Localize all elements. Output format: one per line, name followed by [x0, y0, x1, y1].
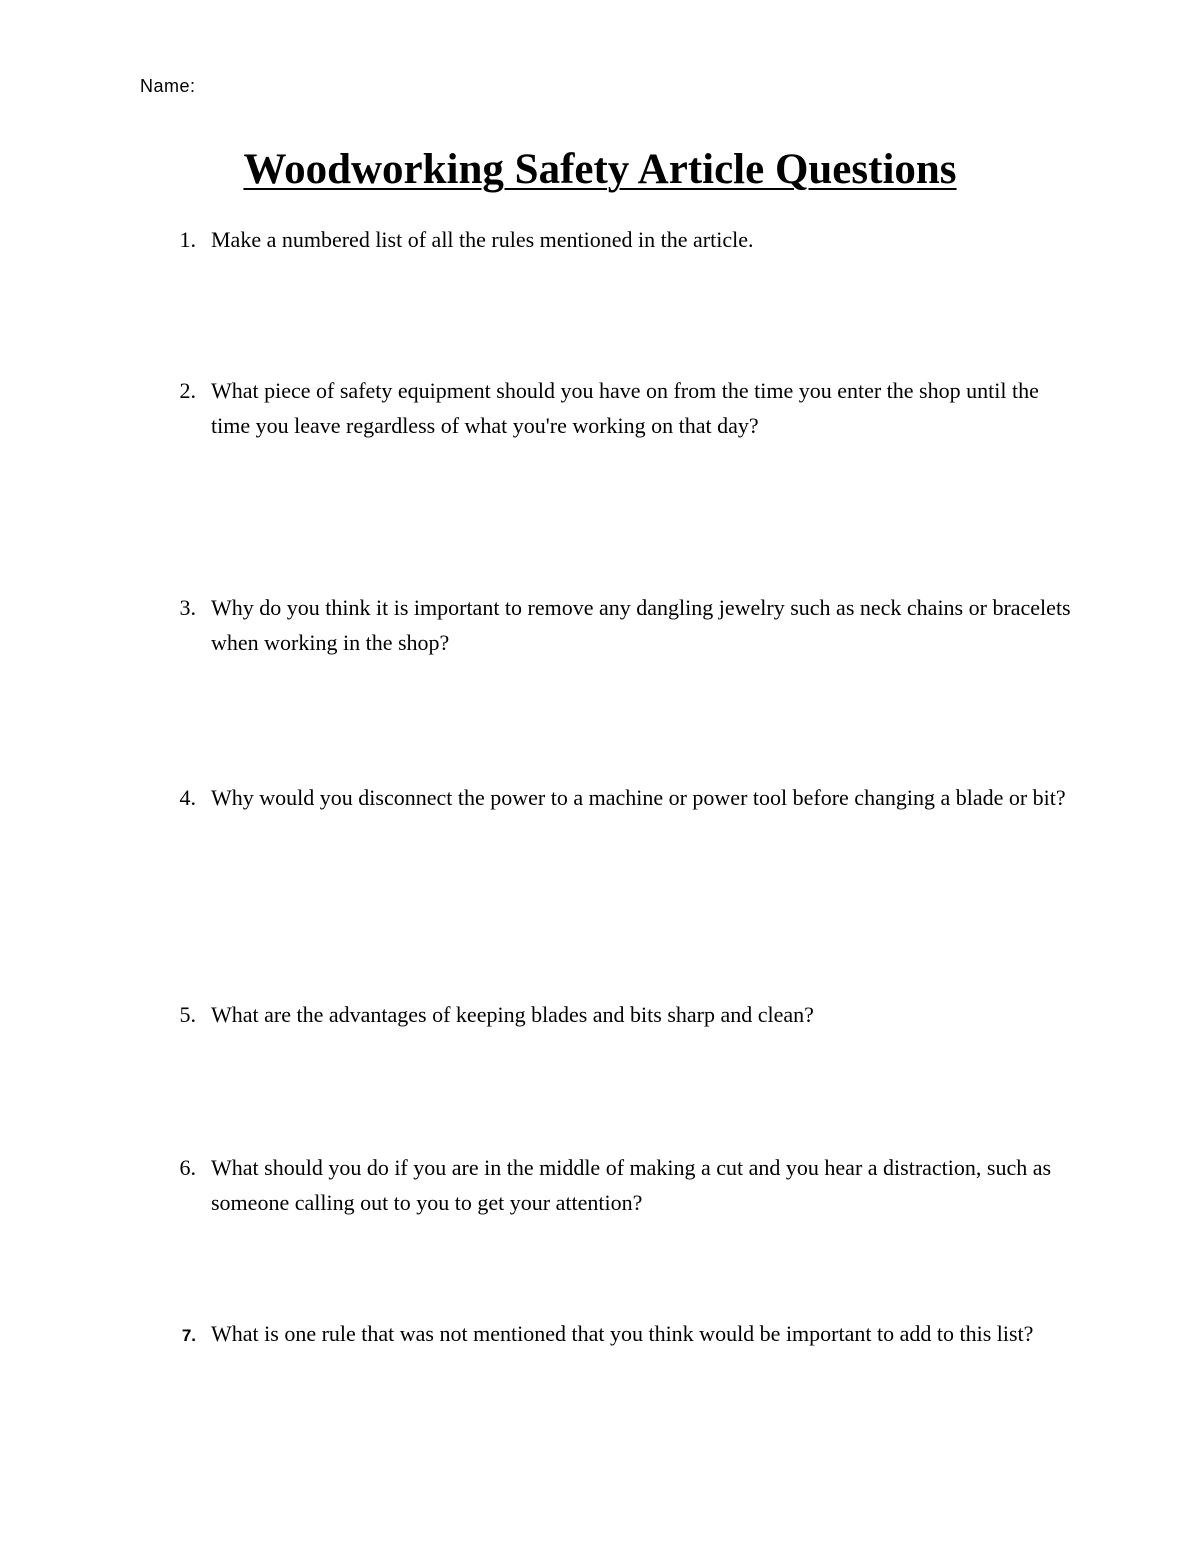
- question-item-7: [172, 1316, 1072, 1351]
- question-number: 3.: [179, 595, 196, 620]
- question-item-3: [172, 590, 1072, 660]
- question-text: Why do you think it is important to remove any dangling jewelry such as neck chains or bracelets when working in the shop?: [211, 595, 1071, 655]
- question-text: What piece of safety equipment should you have on from the time you enter the shop until the time you leave regardless of what you're working on that day?: [211, 378, 1039, 438]
- question-item-4: [172, 780, 1072, 815]
- question-number: 2.: [179, 378, 196, 403]
- question-item-1: [172, 222, 1072, 257]
- question-text: What should you do if you are in the middle of making a cut and you hear a distraction, such as someone calling out to you to get your attention?: [211, 1155, 1052, 1215]
- question-text: What are the advantages of keeping blades and bits sharp and clean?: [211, 1002, 814, 1027]
- question-text: What is one rule that was not mentioned that you think would be important to add to this list?: [211, 1321, 1034, 1346]
- question-item-2: [172, 373, 1072, 443]
- question-item-6: [172, 1150, 1072, 1220]
- question-number: 6.: [179, 1155, 196, 1180]
- question-number: 1.: [179, 227, 196, 252]
- question-text: Why would you disconnect the power to a machine or power tool before changing a blade or bit?: [211, 785, 1066, 810]
- question-text: Make a numbered list of all the rules mentioned in the article.: [211, 227, 754, 252]
- question-number: 4.: [179, 785, 196, 810]
- question-item-5: [172, 997, 1072, 1032]
- question-number: 5.: [179, 1002, 196, 1027]
- name-label: Name:: [140, 76, 196, 96]
- question-number: 7.: [181, 1326, 196, 1345]
- page-title: Woodworking Safety Article Questions: [243, 146, 957, 193]
